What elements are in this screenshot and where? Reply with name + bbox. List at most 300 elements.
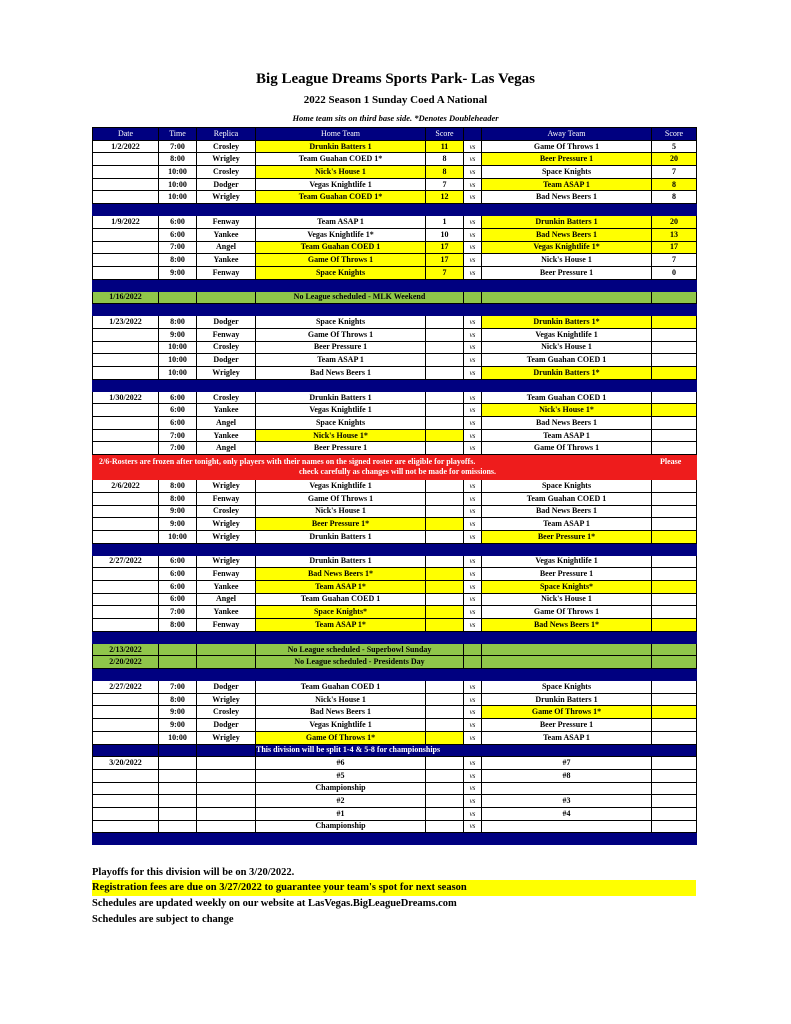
game-row: [93, 731, 697, 744]
vs-cell: vs: [464, 391, 482, 404]
game-row: [93, 367, 697, 380]
away-score-cell: 0: [652, 266, 697, 279]
time-cell: [159, 820, 197, 833]
away-team-cell: #8: [482, 769, 652, 782]
home-team-cell: #5: [256, 769, 426, 782]
home-score-cell: [426, 606, 464, 619]
away-score-cell: [652, 757, 697, 770]
away-team-cell: #3: [482, 795, 652, 808]
time-cell: 9:00: [159, 706, 197, 719]
time-cell: 10:00: [159, 367, 197, 380]
time-cell: 8:00: [159, 316, 197, 329]
away-score-cell: [652, 769, 697, 782]
schedule-note: Home team sits on third base side. *Denotes Doubleheader: [292, 113, 499, 123]
vs-cell: vs: [464, 518, 482, 531]
home-score-cell: [426, 693, 464, 706]
empty-cell: [159, 643, 197, 656]
game-row: [93, 354, 697, 367]
date-cell: [93, 178, 159, 191]
home-score-cell: 17: [426, 254, 464, 267]
home-score-cell: [426, 568, 464, 581]
date-cell: [93, 228, 159, 241]
home-score-cell: [426, 681, 464, 694]
separator-cell: [93, 379, 697, 391]
away-team-cell: Space Knights*: [482, 580, 652, 593]
away-score-cell: [652, 807, 697, 820]
time-cell: [159, 782, 197, 795]
away-score-cell: [652, 341, 697, 354]
home-score-cell: [426, 757, 464, 770]
footer-website: Schedules are updated weekly on our website at LasVegas.BigLeagueDreams.com: [92, 898, 457, 909]
field-cell: Angel: [197, 241, 256, 254]
empty-cell: [652, 291, 697, 304]
column-header: Score: [426, 128, 464, 141]
home-team-cell: Team Guahan COED 1: [256, 681, 426, 694]
separator-cell: [93, 304, 697, 316]
away-score-cell: [652, 593, 697, 606]
field-cell: Fenway: [197, 328, 256, 341]
field-cell: Yankee: [197, 606, 256, 619]
away-score-cell: [652, 367, 697, 380]
home-score-cell: [426, 442, 464, 455]
away-score-cell: [652, 820, 697, 833]
field-cell: Dodger: [197, 354, 256, 367]
time-cell: 10:00: [159, 731, 197, 744]
game-row: [93, 693, 697, 706]
field-cell: Fenway: [197, 568, 256, 581]
home-score-cell: 1: [426, 216, 464, 229]
time-cell: 8:00: [159, 619, 197, 632]
home-score-cell: [426, 619, 464, 632]
championship-info-row: [93, 744, 697, 757]
home-team-cell: Space Knights: [256, 266, 426, 279]
vs-cell: vs: [464, 417, 482, 430]
home-score-cell: 12: [426, 191, 464, 204]
roster-alert-row: [93, 455, 697, 480]
vs-cell: vs: [464, 153, 482, 166]
home-score-cell: [426, 530, 464, 543]
away-score-cell: [652, 391, 697, 404]
game-row: [93, 593, 697, 606]
empty-cell: [159, 744, 197, 757]
empty-cell: [652, 656, 697, 669]
vs-cell: vs: [464, 480, 482, 493]
vs-cell: vs: [464, 580, 482, 593]
home-score-cell: [426, 782, 464, 795]
time-cell: 6:00: [159, 555, 197, 568]
date-cell: [93, 241, 159, 254]
empty-cell: [197, 656, 256, 669]
home-team-cell: Drunkin Batters 1: [256, 555, 426, 568]
game-row: [93, 518, 697, 531]
separator-row: [93, 631, 697, 643]
away-team-cell: Drunkin Batters 1: [482, 216, 652, 229]
home-score-cell: [426, 769, 464, 782]
vs-cell: vs: [464, 266, 482, 279]
home-score-cell: [426, 328, 464, 341]
away-team-cell: Beer Pressure 1*: [482, 530, 652, 543]
empty-cell: [197, 291, 256, 304]
away-team-cell: Team ASAP 1: [482, 518, 652, 531]
vs-cell: vs: [464, 404, 482, 417]
home-team-cell: Nick's House 1: [256, 693, 426, 706]
date-cell: [93, 492, 159, 505]
home-team-cell: Drunkin Batters 1: [256, 391, 426, 404]
vs-cell: vs: [464, 807, 482, 820]
vs-cell: vs: [464, 719, 482, 732]
away-score-cell: [652, 568, 697, 581]
vs-cell: vs: [464, 178, 482, 191]
game-row: [93, 316, 697, 329]
away-score-cell: [652, 555, 697, 568]
home-team-cell: Game Of Throws 1*: [256, 731, 426, 744]
game-row: [93, 769, 697, 782]
home-team-cell: Game Of Throws 1: [256, 492, 426, 505]
time-cell: [159, 769, 197, 782]
empty-cell: [159, 291, 197, 304]
separator-row: [93, 279, 697, 291]
separator-cell: [93, 204, 697, 216]
home-score-cell: 7: [426, 178, 464, 191]
time-cell: 8:00: [159, 492, 197, 505]
vs-cell: vs: [464, 555, 482, 568]
away-score-cell: [652, 619, 697, 632]
date-cell: [93, 341, 159, 354]
field-cell: Angel: [197, 417, 256, 430]
time-cell: 6:00: [159, 216, 197, 229]
date-cell: 1/9/2022: [93, 216, 159, 229]
game-row: [93, 580, 697, 593]
field-cell: Wrigley: [197, 731, 256, 744]
no-league-note: No League scheduled - MLK Weekend: [256, 291, 464, 304]
field-cell: Yankee: [197, 404, 256, 417]
vs-cell: vs: [464, 354, 482, 367]
time-cell: 6:00: [159, 404, 197, 417]
game-row: [93, 505, 697, 518]
home-score-cell: [426, 820, 464, 833]
column-header: Away Team: [482, 128, 652, 141]
separator-row: [93, 304, 697, 316]
home-score-cell: 17: [426, 241, 464, 254]
home-score-cell: [426, 731, 464, 744]
vs-cell: vs: [464, 367, 482, 380]
date-cell: 2/27/2022: [93, 681, 159, 694]
home-team-cell: Team Guahan COED 1: [256, 241, 426, 254]
separator-row: [93, 833, 697, 845]
game-row: [93, 606, 697, 619]
field-cell: [197, 757, 256, 770]
date-cell: 1/2/2022: [93, 140, 159, 153]
date-cell: [93, 505, 159, 518]
game-row: [93, 719, 697, 732]
time-cell: 6:00: [159, 580, 197, 593]
home-score-cell: [426, 404, 464, 417]
away-team-cell: Beer Pressure 1: [482, 153, 652, 166]
date-cell: [93, 429, 159, 442]
field-cell: [197, 807, 256, 820]
away-score-cell: [652, 429, 697, 442]
away-score-cell: [652, 505, 697, 518]
home-score-cell: [426, 555, 464, 568]
away-score-cell: [652, 706, 697, 719]
separator-cell: [93, 833, 697, 845]
date-cell: [93, 807, 159, 820]
vs-cell: vs: [464, 606, 482, 619]
separator-row: [93, 204, 697, 216]
home-score-cell: [426, 719, 464, 732]
game-row: [93, 341, 697, 354]
vs-cell: vs: [464, 328, 482, 341]
separator-cell: [93, 631, 697, 643]
home-team-cell: Championship: [256, 820, 426, 833]
separator-row: [93, 669, 697, 681]
date-cell: 2/13/2022: [93, 643, 159, 656]
home-team-cell: Nick's House 1: [256, 505, 426, 518]
vs-cell: vs: [464, 782, 482, 795]
away-score-cell: [652, 328, 697, 341]
home-team-cell: Drunkin Batters 1: [256, 140, 426, 153]
game-row: [93, 757, 697, 770]
time-cell: 7:00: [159, 442, 197, 455]
home-team-cell: Team Guahan COED 1*: [256, 191, 426, 204]
home-score-cell: [426, 807, 464, 820]
field-cell: Dodger: [197, 681, 256, 694]
game-row: [93, 782, 697, 795]
empty-cell: [159, 656, 197, 669]
home-score-cell: [426, 391, 464, 404]
away-score-cell: 17: [652, 241, 697, 254]
vs-cell: vs: [464, 530, 482, 543]
date-cell: 1/30/2022: [93, 391, 159, 404]
field-cell: Wrigley: [197, 480, 256, 493]
game-row: [93, 681, 697, 694]
away-team-cell: Vegas Knightlife 1: [482, 328, 652, 341]
away-team-cell: Beer Pressure 1: [482, 719, 652, 732]
time-cell: 9:00: [159, 505, 197, 518]
vs-cell: vs: [464, 706, 482, 719]
date-cell: [93, 795, 159, 808]
field-cell: Crosley: [197, 140, 256, 153]
game-row: [93, 706, 697, 719]
no-league-row: [93, 643, 697, 656]
away-team-cell: Nick's House 1: [482, 593, 652, 606]
home-score-cell: 8: [426, 153, 464, 166]
date-cell: 1/23/2022: [93, 316, 159, 329]
home-team-cell: #2: [256, 795, 426, 808]
game-row: [93, 153, 697, 166]
separator-row: [93, 379, 697, 391]
home-team-cell: Drunkin Batters 1: [256, 530, 426, 543]
home-team-cell: Beer Pressure 1: [256, 341, 426, 354]
date-cell: 2/6/2022: [93, 480, 159, 493]
table-header-row: [93, 128, 697, 141]
time-cell: 7:00: [159, 140, 197, 153]
game-row: [93, 568, 697, 581]
separator-cell: [93, 543, 697, 555]
footer-change-notice: Schedules are subject to change: [92, 914, 234, 925]
away-team-cell: Team Guahan COED 1: [482, 354, 652, 367]
home-team-cell: Game Of Throws 1: [256, 254, 426, 267]
game-row: [93, 555, 697, 568]
game-row: [93, 417, 697, 430]
vs-cell: vs: [464, 429, 482, 442]
away-team-cell: Game Of Throws 1: [482, 442, 652, 455]
away-score-cell: [652, 417, 697, 430]
time-cell: 7:00: [159, 606, 197, 619]
home-team-cell: Nick's House 1: [256, 166, 426, 179]
game-row: [93, 795, 697, 808]
vs-cell: vs: [464, 619, 482, 632]
home-team-cell: Bad News Beers 1: [256, 706, 426, 719]
alert-text-line1: 2/6-Rosters are frozen after tonight, only players with their names on the signed roster are eligible for playoffs.: [99, 457, 476, 467]
away-score-cell: 7: [652, 254, 697, 267]
vs-cell: vs: [464, 820, 482, 833]
away-score-cell: [652, 404, 697, 417]
home-team-cell: Championship: [256, 782, 426, 795]
time-cell: 6:00: [159, 593, 197, 606]
date-cell: [93, 782, 159, 795]
game-row: [93, 442, 697, 455]
home-team-cell: Team ASAP 1*: [256, 619, 426, 632]
date-cell: [93, 153, 159, 166]
empty-cell: [197, 744, 256, 757]
game-row: [93, 404, 697, 417]
date-cell: [93, 820, 159, 833]
vs-cell: vs: [464, 505, 482, 518]
date-cell: [93, 367, 159, 380]
date-cell: 2/20/2022: [93, 656, 159, 669]
field-cell: Dodger: [197, 316, 256, 329]
field-cell: [197, 795, 256, 808]
field-cell: Wrigley: [197, 367, 256, 380]
game-row: [93, 480, 697, 493]
away-team-cell: #4: [482, 807, 652, 820]
field-cell: Fenway: [197, 216, 256, 229]
game-row: [93, 429, 697, 442]
date-cell: [93, 619, 159, 632]
game-row: [93, 530, 697, 543]
home-team-cell: Nick's House 1*: [256, 429, 426, 442]
home-team-cell: Game Of Throws 1: [256, 328, 426, 341]
time-cell: 9:00: [159, 518, 197, 531]
away-score-cell: [652, 442, 697, 455]
home-team-cell: Team Guahan COED 1: [256, 593, 426, 606]
time-cell: 9:00: [159, 266, 197, 279]
home-team-cell: Space Knights: [256, 417, 426, 430]
time-cell: 6:00: [159, 568, 197, 581]
time-cell: 8:00: [159, 254, 197, 267]
vs-cell: vs: [464, 693, 482, 706]
away-score-cell: 20: [652, 153, 697, 166]
home-team-cell: Vegas Knightlife 1: [256, 719, 426, 732]
date-cell: [93, 254, 159, 267]
away-score-cell: [652, 719, 697, 732]
away-team-cell: Team ASAP 1: [482, 178, 652, 191]
away-team-cell: Bad News Beers 1: [482, 417, 652, 430]
away-team-cell: Space Knights: [482, 681, 652, 694]
date-cell: [93, 354, 159, 367]
home-team-cell: Beer Pressure 1: [256, 442, 426, 455]
vs-cell: vs: [464, 492, 482, 505]
time-cell: 9:00: [159, 328, 197, 341]
time-cell: 8:00: [159, 480, 197, 493]
vs-cell: vs: [464, 731, 482, 744]
home-team-cell: #6: [256, 757, 426, 770]
vs-cell: vs: [464, 228, 482, 241]
date-cell: [93, 706, 159, 719]
field-cell: Crosley: [197, 391, 256, 404]
away-score-cell: [652, 492, 697, 505]
away-score-cell: 13: [652, 228, 697, 241]
away-team-cell: Vegas Knightlife 1: [482, 555, 652, 568]
vs-cell: vs: [464, 341, 482, 354]
away-team-cell: Bad News Beers 1: [482, 505, 652, 518]
away-team-cell: [482, 782, 652, 795]
date-cell: [93, 518, 159, 531]
empty-cell: [482, 643, 652, 656]
vs-cell: vs: [464, 166, 482, 179]
field-cell: Wrigley: [197, 153, 256, 166]
field-cell: Crosley: [197, 505, 256, 518]
home-score-cell: [426, 580, 464, 593]
date-cell: [93, 606, 159, 619]
vs-cell: vs: [464, 795, 482, 808]
away-score-cell: [652, 731, 697, 744]
home-score-cell: [426, 518, 464, 531]
vs-cell: vs: [464, 216, 482, 229]
game-row: [93, 216, 697, 229]
empty-cell: [93, 744, 159, 757]
home-team-cell: Bad News Beers 1: [256, 367, 426, 380]
game-row: [93, 241, 697, 254]
field-cell: [197, 820, 256, 833]
away-team-cell: Beer Pressure 1: [482, 568, 652, 581]
column-header: [464, 128, 482, 141]
date-cell: 1/16/2022: [93, 291, 159, 304]
date-cell: 3/20/2022: [93, 757, 159, 770]
home-team-cell: Team Guahan COED 1*: [256, 153, 426, 166]
home-team-cell: Bad News Beers 1*: [256, 568, 426, 581]
date-cell: [93, 442, 159, 455]
game-row: [93, 191, 697, 204]
away-team-cell: Nick's House 1: [482, 341, 652, 354]
game-row: [93, 619, 697, 632]
away-team-cell: Bad News Beers 1: [482, 228, 652, 241]
date-cell: 2/27/2022: [93, 555, 159, 568]
home-team-cell: Space Knights: [256, 316, 426, 329]
away-score-cell: [652, 316, 697, 329]
home-score-cell: [426, 367, 464, 380]
no-league-row: [93, 291, 697, 304]
vs-cell: vs: [464, 241, 482, 254]
away-team-cell: Space Knights: [482, 480, 652, 493]
away-team-cell: Drunkin Batters 1*: [482, 316, 652, 329]
home-score-cell: [426, 593, 464, 606]
away-team-cell: Game Of Throws 1: [482, 606, 652, 619]
home-score-cell: [426, 429, 464, 442]
schedule-table: [92, 127, 697, 845]
field-cell: Crosley: [197, 341, 256, 354]
away-score-cell: [652, 530, 697, 543]
page-title: Big League Dreams Sports Park- Las Vegas: [256, 71, 535, 87]
away-team-cell: Nick's House 1*: [482, 404, 652, 417]
time-cell: [159, 757, 197, 770]
date-cell: [93, 404, 159, 417]
empty-cell: [464, 643, 482, 656]
separator-row: [93, 543, 697, 555]
home-team-cell: #1: [256, 807, 426, 820]
field-cell: [197, 769, 256, 782]
